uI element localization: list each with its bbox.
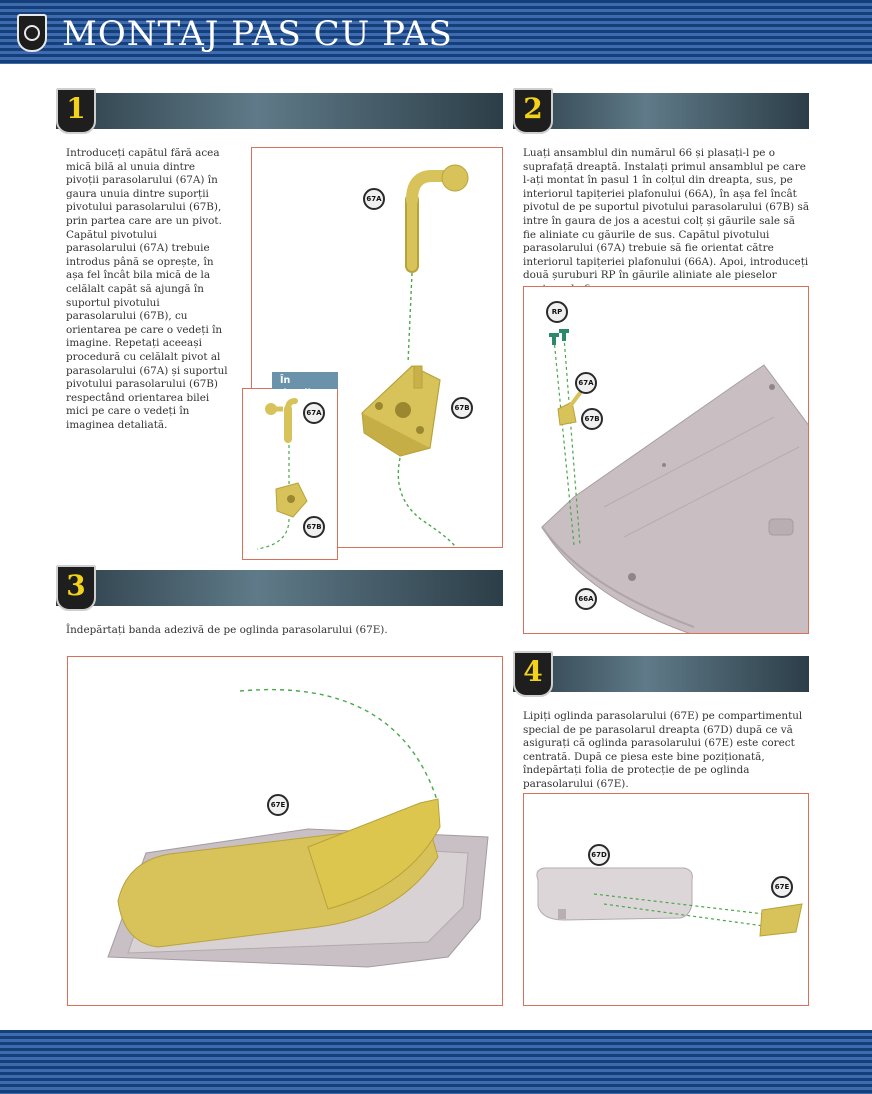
label-67b: 67B <box>303 516 325 538</box>
mirror-adhesive-illustration <box>68 657 503 1006</box>
detail-inset <box>242 388 338 560</box>
label-67a: 67A <box>363 188 385 210</box>
label-67b: 67B <box>581 408 603 430</box>
label-rp: RP <box>546 301 568 323</box>
step-1-badge: 1 <box>56 88 96 134</box>
detail-tag: În detaliu <box>272 372 338 389</box>
footer-banner <box>0 1030 872 1094</box>
label-67d: 67D <box>588 844 610 866</box>
label-67b: 67B <box>451 397 473 419</box>
step-2-figure <box>523 286 809 634</box>
label-67a: 67A <box>303 402 325 424</box>
step-1-text: Introduceți capătul fără acea mică bilă al unuia dintre pivoții parasolarului (67A) în gaura unuia dintre suporții pivotului parasolarului (67B), prin partea care are un pivot. Capătul pivotului parasolarului (67A) trebuie introdus până se oprește, în așa fel încât bila mică de la celălalt capăt să ajungă în suportul pivotului parasolarului (67B), cu orientarea pe care o vedeți în imagine. Repetați aceeași procedură cu celălalt pivot al parasolarului (67A) și suportul pivotului parasolarului (67B) respectând orientarea bilei mici pe care o vedeți în imaginea detaliată. <box>66 147 228 431</box>
step-3-bar <box>56 570 503 606</box>
label-67e: 67E <box>771 876 793 898</box>
step-4-badge: 4 <box>513 651 553 697</box>
label-66a: 66A <box>575 588 597 610</box>
step-3-figure <box>67 656 503 1006</box>
brand-logo <box>17 14 47 52</box>
step-3-text: Îndepărtați banda adezivă de pe oglinda parasolarului (67E). <box>66 624 388 636</box>
step-1-bar <box>56 93 503 129</box>
label-67a: 67A <box>575 372 597 394</box>
step-4-bar <box>513 656 809 692</box>
step-4-figure <box>523 793 809 1006</box>
page-title: MONTAJ PAS CU PAS <box>62 14 453 54</box>
step-4-text: Lipiți oglinda parasolarului (67E) pe compartimentul special de pe parasolarul dreapta (67D) după ce vă asigurați că oglinda parasolarului (67E) este corect centrată. După ce piesa este bine poziționată, îndepărtați folia de protecție de pe oglinda parasolarului (67E). <box>523 710 803 790</box>
visor-mirror-illustration <box>524 794 809 1006</box>
step-3-badge: 3 <box>56 565 96 611</box>
step-2-badge: 2 <box>513 88 553 134</box>
headliner-illustration <box>524 287 809 634</box>
step-2-bar <box>513 93 809 129</box>
step-2-text: Luați ansamblul din numărul 66 și plasați-l pe o suprafață dreaptă. Instalați primul ansamblul pe care l-ați montat în pasul 1 în colțul din dreapta, sus, pe interiorul tapițeriei plafonului (66A), în așa fel încât pivotul de pe suportul pivotului parasolarului (67B) să intre în gaura de jos a acestui colț și găurile sale să fie aliniate cu găurile de sus. Capătul pivotului parasolarului (67A) trebuie să fie orientat către interiorul tapițeriei plafonului (66A). Apoi, introduceți două șuruburi RP în găurile aliniate ale pieselor <box>523 147 810 282</box>
label-67e: 67E <box>267 794 289 816</box>
